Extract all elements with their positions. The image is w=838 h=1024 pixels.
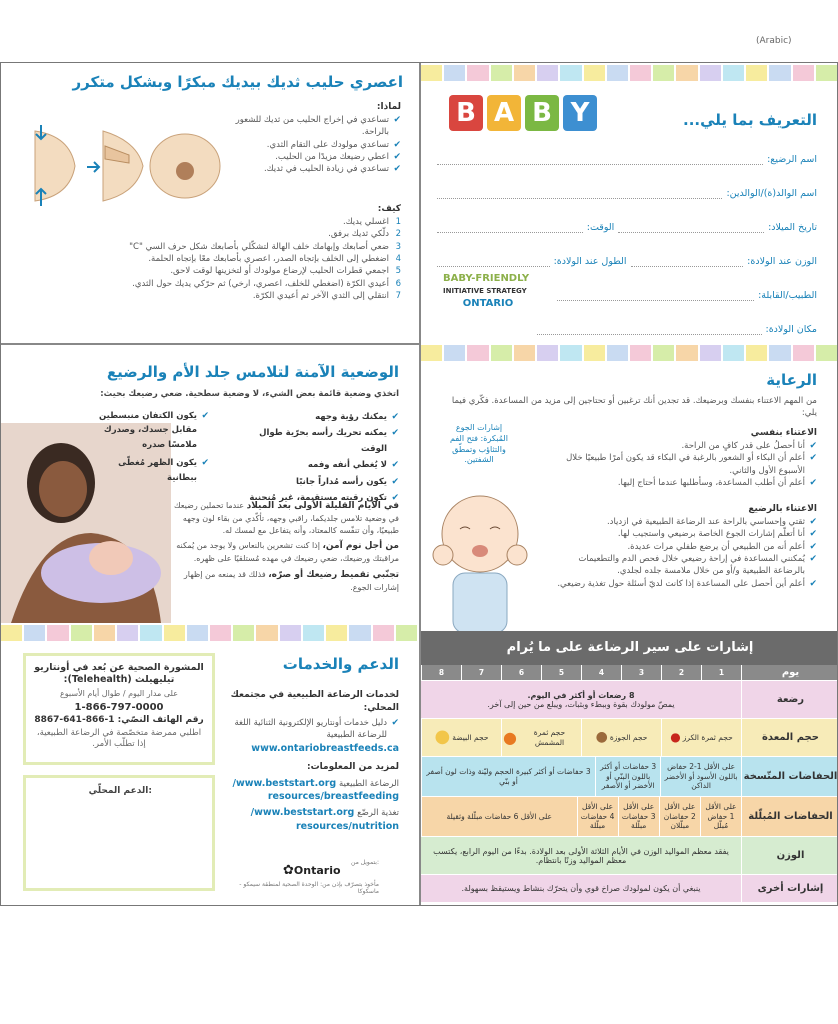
table-cell: على الأقل 2 حفاضان مبلّلان [659,797,700,836]
list-item: ✔ اعطي رضيعك مزيدًا من الحليب. [231,151,401,163]
table-row [421,797,838,837]
table-cell: على الأقل 1-2 حفاض باللون الأسود أو الأخضر الداكن [660,757,741,796]
local-support-title: الدعم المحلّي: [88,786,152,796]
note-swaddling: تجنّبي تقميط رضيعك أو صرّه، فذلك قد يمنعه من إظهار إشارات الجوع. [183,569,399,592]
table-cell: على الأقل 1 حفاض مُبلّل [700,797,741,836]
table-cell: على الأقل 3 حفاضات مبلّلة [618,797,659,836]
list-item: ✔ أعلم أنه من الطبيعي أن يرضع طفلي مرات عديدة. [547,541,817,553]
adapted-note: مأخوذ بتصرّف بإذن من: الوحدة الصحية لمنطقة سيمكو - ماسكوكا [239,881,379,895]
table-cell: الوزن [741,837,838,874]
hand-expression-title: اعصري حليب ثديك بيديك مبكرًا وبشكل متكرر [72,73,403,91]
birth-weight-field[interactable] [631,255,744,267]
list-item: ✔ يكون الكتفان منبسطين مقابل جسدك، وصدرك ملامسًا صدره [89,409,209,452]
baby-care-section [547,503,817,590]
baby-illustration [425,489,535,631]
table-cell: حجم ثمرة المشمش ● [501,719,581,756]
table-cell: 5 [541,665,581,680]
list-item: ✔ لا يُغطي أنفه وفمه [239,457,399,473]
parents-name-field[interactable]: اسم الوالد(ة)/الوالدين: [437,177,817,199]
telehealth-box [23,653,215,765]
list-item: ✔ أنا أتعلّم إشارات الجوع الخاصة برضيعي واستجيب لها. [547,528,817,540]
table-row [421,757,838,797]
table-cell: على الأقل 6 حفاضات مبلّلة وثقيلة [421,797,577,836]
birth-place-field[interactable]: مكان الولادة: [537,313,817,335]
signs-panel [421,631,838,906]
table-cell: رضعة [741,681,838,718]
table-cell: الحفاضات المُبلّلة [741,797,838,836]
table-cell: 6 [501,665,541,680]
info-item-breastfeeding: الرضاعة الطبيعية www.beststart.org/ resources/breastfeeding [219,777,399,805]
list-item: 1 اغسلي يديك. [342,217,401,228]
table-cell: 3 حفاضات أو أكثر باللون البنّي أو الأخضر أو الأصفر [595,757,660,796]
table-cell: 8 [421,665,461,680]
table-row [421,837,838,875]
telehealth-tty[interactable]: رقم الهاتف النصّي: 1-866-641-8867 [34,714,204,725]
table-row [421,719,838,757]
birth-weight-length-row [437,245,817,267]
cherry-icon: ● [670,730,681,744]
areola [176,162,194,180]
list-item: 6 أعيدي الكرّة (اضغطي للخلف، اعصري، ارخي) ثم حرّكي يديك حول الثدي. [132,278,401,289]
table-cell: يفقد معظم المواليد الوزن في الأيام الثلاثة الأولى بعد الولادة. بدءًا من اليوم الرابع، يكتسب معظم المواليد وزنًا بانتظام. [433,846,729,865]
self-care-heading: الاعتناء بنفسي [750,428,817,438]
intro-panel [421,81,838,343]
block-letter: B [449,95,483,131]
support-title: الدعم والخدمات [282,655,399,673]
table-cell: حجم ثمرة الكرز ● [661,719,741,756]
walnut-icon: ● [595,728,608,745]
list-item: ✔ يمكنه تحريك رأسه بحرّية طوال الوقت [239,425,399,457]
services-link[interactable]: www.ontariobreastfeeds.ca [251,742,399,754]
table-cell: 8 رضعات أو أكثر في اليوم. يمصّ مولودك بقوة وببطء وبثبات، ويبلع من حين إلى آخر. [487,690,675,709]
table-cell: 4 [581,665,621,680]
skin-to-skin-notes [167,500,399,594]
list-item: 4 اضغطي إلى الخلف بإتجاه الصدر، اعصري بأصابعك معًا بإتجاه الحلمة. [148,253,401,264]
list-item: ✔ أنا أحصلُ على قدر كافٍ من الراحة. [547,440,817,452]
why-list [231,114,401,176]
apricot-icon: ● [503,727,517,747]
how-section [21,203,401,302]
birth-length-field[interactable] [437,255,550,267]
self-care-section [547,427,817,489]
list-item: ✔ تساعدي في زيادة الحليب في ثديك. [231,163,401,175]
list-item: ✔ تكون رقبته مستقيمة، غير مُنحنية [239,490,399,506]
list-item: 7 انتقلي إلى الثدي الآخر ثم أعيدي الكرّة. [252,290,401,301]
list-item: ✔ يكون الظهر مُغطّى ببطانية [89,456,209,485]
birth-date-field[interactable] [618,221,764,233]
list-item: ✔ يُمكنني المساعدة في إراحة رضيعي خلال فحص الدم والتطعيمات بالرضاعة الطبيعية و/أو من خلال ملامسة جلده لجلدي. [547,553,817,578]
baby-blocks-logo [449,95,597,131]
funded-by: بتمويل من: [351,859,379,866]
telehealth-nurse-note: اطلبي ممرضة متخصّصة في الرضاعة الطبيعية، إذا تطلّب الأمر. [36,727,202,749]
telehealth-title: المشورة الصحية عن بُعد في أونتاريو تيليهيلث (Telehealth): [34,662,204,686]
list-item: ✔ أعلم أن البكاء أو الشعور بالرغبة في البكاء قد يكون أمرًا طبيعيًا خلال الأسبوع الأول والثاني. [547,452,817,477]
trillium-icon: ✿ [283,863,294,878]
info-item-nutrition: تغذية الرضّع www.beststart.org/ resources/nutrition [219,806,399,834]
list-item: ✔ أعلم أن أطلب المساعدة، وسأطلبها عندما أحتاج إليها. [547,477,817,489]
birth-length-label: الطول عند الولادة: [553,256,627,267]
services-heading: لخدمات الرضاعة الطبيعية في مجتمعك المحلي: [230,690,399,714]
list-item: 2 دلّكي ثديك برفق. [328,229,401,240]
info-heading: لمزيد من المعلومات: [306,762,399,773]
table-cell: 3 حفاضات أو أكثر كبيرة الحجم وليّنة وذات لون أصفر أو بنّي [421,757,595,796]
breast-illustration [25,121,225,211]
intro-title: التعريف بما يلي... [683,111,817,129]
bfi-line-1: BABY-FRIENDLY [443,273,530,284]
block-letter: A [487,95,521,131]
how-list [21,216,401,302]
signs-title: إشارات على سير الرضاعة على ما يُرام [421,631,838,665]
care-title: الرعاية [766,371,817,389]
breastfeeding-link[interactable]: www.beststart.org/ [232,777,337,789]
birth-date-label: تاريخ الميلاد: [768,222,817,233]
skin-to-skin-title: الوضعية الآمنة لتلامس جلد الأم والرضيع [106,363,399,381]
breastfeeding-link-path[interactable]: resources/breastfeeding [267,791,399,803]
how-heading: كيف: [377,204,401,214]
table-cell: حجم الجوزة ● [581,719,661,756]
local-support-box [23,775,215,891]
language-tag: (Arabic) [756,36,792,46]
egg-icon: ● [434,726,451,748]
table-cell: 1 [701,665,741,680]
nutrition-link-path[interactable]: resources/nutrition [295,820,399,832]
table-cell: حجم المعدة [741,719,838,756]
bfi-ontario-logo [443,273,533,309]
nutrition-link[interactable]: www.beststart.org/ [250,807,355,819]
brochure-sheet [0,62,838,906]
care-panel [421,361,838,631]
color-stripe [421,65,838,81]
bfi-line-3: ONTARIO [462,298,514,309]
table-cell: على الأقل 4 حفاضات مبلّلة [577,797,618,836]
note-safe-sleep: من أجل نوم آمن، إذا كنت تشعرين بالنعاس ولا يوجد من يُمكنه مراقبتك ورضيعك، ضعي رضيعك في مهده مُستلقيًا على ظهره. [176,541,399,564]
bfi-line-2: INITIATIVE STRATEGY [443,287,527,295]
doctor-field[interactable]: الطبيب/القابلة: [557,279,817,301]
hand-expression-panel [1,63,419,343]
color-stripe [421,345,838,361]
table-cell: يوم [741,665,838,680]
positions-right-list [239,409,399,506]
list-item: ✔ يكون رأسه مُداراً جانبًا [239,474,399,490]
care-intro: من المهم الاعتناء بنفسك وبرضيعك. قد تجدين أنك ترغبين أو تحتاجين إلى مزيد من المساعدة. فكّري فيما يلي: [451,396,817,419]
block-letter: Y [563,95,597,131]
arrow-right-icon [87,162,99,172]
block-letter: B [525,95,559,131]
time-field[interactable] [437,221,583,233]
list-item: 5 اجمعي قطرات الحليب لإرضاع مولودك أو لتخزينها لوقت لاحق. [170,266,401,277]
table-cell: 7 [461,665,501,680]
list-item: 3 ضعي أصابعك وإبهامك خلف الهالة لتشكّلي بأصابعك شكل حرف السي "C" [129,241,401,252]
list-item: ✔ تساعدي مولودك على التقام الثدي. [231,139,401,151]
birth-weight-label: الوزن عند الولادة: [747,256,817,267]
note-first-days: في الأيام القليلة الأولى بعد الميلاد عندما تحملين رضيعك في وضعية تلامس جلديكما، راقبي وجهه، تأكّدي من بقاء لون وجهه طبيعيًا، وأن تنفّسه كالمعتاد، وأنه يتفاعل مع لمسك له. [174,501,399,535]
ontario-logo: ✿Ontario [283,863,341,878]
color-stripe [1,625,419,641]
table-cell: الحفاضات المتّسخة [741,757,838,796]
list-item: ✔ ثقتي وإحساسي بالراحة عند الرضاعة الطبيعية في ازدياد. [547,516,817,528]
skin-to-skin-subtitle: اتخذي وضعية قائمة بعض الشيء، لا وضعية سطحية. ضعي رضيعك بحيث: [100,389,399,399]
list-item: ✔ أعلم أين أحصل على المساعدة إذا كانت لديّ أسئلة حول تغذية رضيعي. [547,578,817,590]
table-row [421,665,838,681]
why-heading: لماذا: [376,102,401,112]
telehealth-phone[interactable]: 1-866-797-0000 [74,701,164,713]
baby-care-heading: الاعتناء بالرضيع [748,504,817,514]
table-row [421,681,838,719]
table-cell: حجم البيضة ● [421,719,501,756]
hunger-cues-note: إشارات الجوع المُبكرة: فتح الفم والتثاؤب وتمطّق الشفتين. [450,423,508,465]
baby-name-field[interactable]: اسم الرضيع: [437,143,817,165]
table-cell: 3 [621,665,661,680]
positions-left-list [89,409,209,485]
list-item: ✔ يمكنك رؤية وجهه [239,409,399,425]
birth-date-time-row [437,211,817,233]
why-section [231,101,401,176]
list-item: ✔ تساعدي في إخراج الحليب من ثديك للشعور بالراحة. [231,114,401,139]
time-label: الوقت: [586,222,615,233]
table-row [421,875,838,903]
table-cell: ينبغي أن يكون لمولودك صراخ قوي وأن يتحرّك بنشاط ويستيقظ بسهولة. [461,884,701,893]
table-cell: إشارات أخرى [741,875,838,902]
skin-to-skin-panel [1,345,419,623]
signs-table [421,665,838,903]
table-cell: 2 [661,665,701,680]
support-details [219,689,399,834]
breast-side-view-2 [103,131,143,201]
list-item: ✔ دليل خدمات أونتاريو الإلكترونية الثنائية اللغة للرضاعة الطبيعية [219,717,399,742]
telehealth-hours: على مدار اليوم / طوال أيام الأسبوع [60,688,178,698]
support-panel [1,641,419,906]
